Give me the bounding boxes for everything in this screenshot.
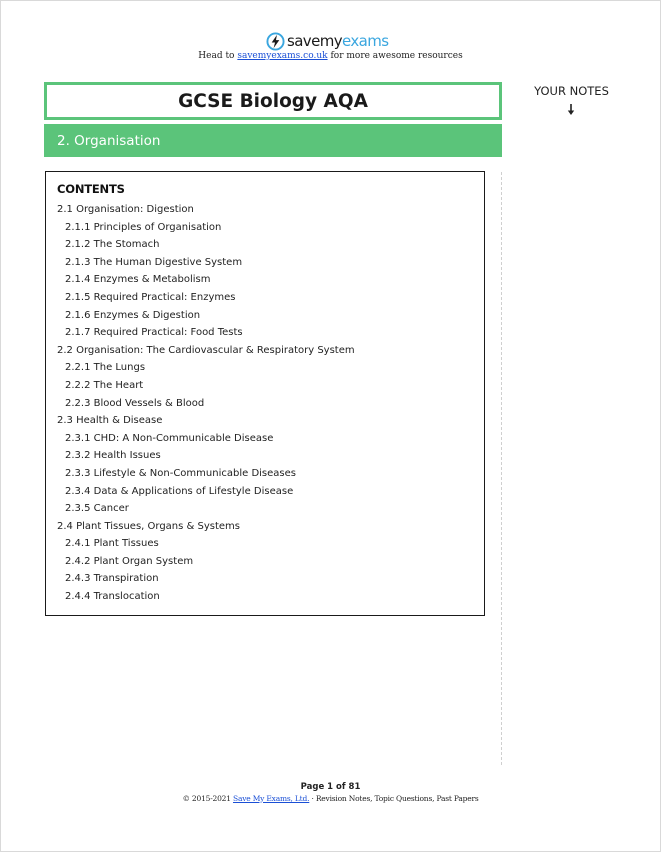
toc-subsection-entry[interactable]: 2.1.6 Enzymes & Digestion	[65, 309, 201, 321]
toc-subsection-entry[interactable]: 2.4.4 Translocation	[65, 591, 160, 603]
document-title: GCSE Biology AQA	[178, 90, 368, 112]
toc-section-entry[interactable]: 2.4 Plant Tissues, Organs & Systems	[57, 520, 240, 532]
toc-subsection-entry[interactable]: 2.3.1 CHD: A Non-Communicable Disease	[65, 432, 274, 444]
logo-text-my: my	[319, 32, 343, 50]
page-number: Page 1 of 81	[300, 782, 361, 792]
toc-subsection-entry[interactable]: 2.4.2 Plant Organ System	[65, 555, 194, 567]
toc-subsection-entry[interactable]: 2.1.4 Enzymes & Metabolism	[65, 274, 211, 286]
website-link[interactable]: savemyexams.co.uk	[237, 51, 328, 61]
toc-subsection-entry[interactable]: 2.1.7 Required Practical: Food Tests	[65, 327, 243, 339]
toc-section-entry[interactable]: 2.1 Organisation: Digestion	[57, 204, 194, 215]
toc-subsection-entry[interactable]: 2.1.3 The Human Digestive System	[65, 256, 243, 268]
logo-wordmark	[287, 32, 388, 50]
contents-heading: CONTENTS	[57, 182, 125, 196]
toc-subsection-entry[interactable]: 2.3.2 Health Issues	[65, 450, 161, 462]
company-link[interactable]: Save My Exams, Ltd.	[233, 794, 310, 803]
tagline	[0, 51, 661, 61]
copyright-suffix: · Revision Notes, Topic Questions, Past Papers	[311, 794, 479, 803]
copyright-prefix: © 2015-2021	[182, 794, 231, 803]
copyright-line	[0, 794, 661, 803]
toc-subsection-entry[interactable]: 2.1.5 Required Practical: Enzymes	[65, 291, 236, 303]
logo-text-exams: exams	[342, 32, 389, 50]
tagline-prefix: Head to	[198, 51, 235, 61]
savemyexams-logo[interactable]	[266, 31, 388, 51]
toc-subsection-entry[interactable]: 2.1.1 Principles of Organisation	[65, 221, 222, 233]
toc-subsection-entry[interactable]: 2.3.3 Lifestyle & Non-Communicable Diseases	[65, 467, 296, 479]
toc-subsection-entry[interactable]: 2.4.3 Transpiration	[65, 573, 159, 585]
logo-text-save: save	[287, 32, 320, 50]
toc-subsection-entry[interactable]: 2.4.1 Plant Tissues	[65, 538, 159, 550]
your-notes-label: YOUR NOTES	[534, 84, 609, 98]
section-banner	[44, 124, 502, 157]
toc-subsection-entry[interactable]: 2.2.1 The Lungs	[65, 362, 146, 374]
toc-section-entry[interactable]: 2.3 Health & Disease	[57, 415, 163, 427]
document-title-box	[44, 82, 502, 120]
toc-subsection-entry[interactable]: 2.2.3 Blood Vessels & Blood	[65, 397, 205, 409]
tagline-suffix: for more awesome resources	[330, 51, 463, 61]
lightning-bolt-icon	[266, 32, 285, 51]
contents-list	[46, 203, 355, 608]
down-arrow-icon	[566, 101, 576, 113]
contents-box	[45, 171, 485, 616]
section-title: 2. Organisation	[57, 132, 161, 149]
toc-subsection-entry[interactable]: 2.3.4 Data & Applications of Lifestyle Disease	[65, 485, 294, 497]
toc-subsection-entry[interactable]: 2.2.2 The Heart	[65, 379, 144, 391]
toc-section-entry[interactable]: 2.2 Organisation: The Cardiovascular & Respiratory System	[57, 344, 355, 356]
toc-subsection-entry[interactable]: 2.1.2 The Stomach	[65, 239, 160, 251]
toc-subsection-entry[interactable]: 2.3.5 Cancer	[65, 503, 129, 515]
notes-column-divider	[501, 172, 502, 765]
